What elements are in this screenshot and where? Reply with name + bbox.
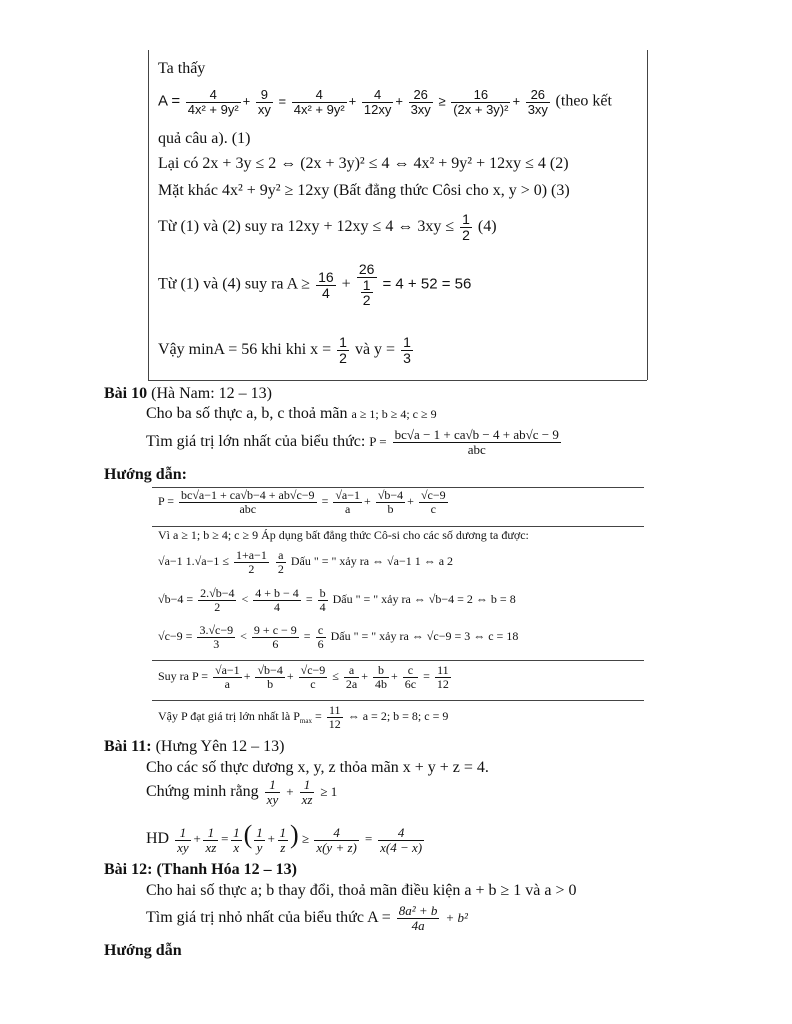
box2-row-vi: Vì a ≥ 1; b ≥ 4; c ≥ 9 Áp dụng bất đẳng thức Cô-si cho các số dương ta được: (158, 528, 529, 542)
bai11-hint: HD $\frac{1}{xy}$ + $\frac{1}{xz}$ = $\frac{1}{x}$ ( $\frac{1}{y}$ + $\frac{1}{z}$ ) ≥ $\frac{4}{x(y + z)}$ = $\frac{4}{x(4 - x)}$ (146, 820, 423, 855)
box1-line-A-expression: A = $\frac{4}{\text{4x² + 9y²}}$ + $\frac{9}{xy}$ = $\frac{4}{\text{4x² + 9y²}}$ + $\frac{4}{12xy}$ + $\frac{26}{3xy}$ ≥ $\frac{16}{\text{(2x + 3y)²}}$ + $\frac{26}{3xy}$ (theo kết (158, 87, 612, 117)
box1-line-tu-1-va-2: Từ (1) và (2) suy ra 12xy + 12xy ≤ 4 ⇔ 3xy ≤ $\frac{1}{2}$ (4) (158, 211, 497, 243)
bai10-condition: Cho ba số thực a, b, c thoả mãn a ≥ 1; b ≥ 4; c ≥ 9 (146, 405, 437, 422)
bai12-huong-dan: Hướng dẫn (104, 942, 182, 959)
bai12-find: Tìm giá trị nhỏ nhất của biểu thức A = $\frac{\text{8a² + b}}{4a}$ + b² (146, 903, 468, 933)
solution-box-1-bottom-rule (148, 380, 647, 381)
bai11-prove: Chứng minh rằng $\frac{1}{xy}$ + $\frac{1}{xz}$ ≥ 1 (146, 777, 338, 807)
box2-row-suy-ra: Suy ra P = $\frac{√a-1}{a}$ + $\frac{√b-4}{b}$ + $\frac{√c-9}{c}$ ≤ $\frac{a}{2a}$ + $\frac{b}{4b}$ + $\frac{c}{6c}$ = $\frac{11}{12}$ (158, 663, 449, 691)
bai10-find: Tìm giá trị lớn nhất của biểu thức: P = $\frac{bc√a - 1 + ca√b - 4 + ab√c - 9}{\text{abc}}$ (146, 427, 559, 457)
bai11-given: Cho các số thực dương x, y, z thỏa mãn x + y + z = 4. (146, 759, 489, 776)
box2-rule-2 (152, 526, 644, 527)
box1-line-mat-khac: Mặt khác 4x² + 9y² ≥ 12xy (Bất đẳng thức Côsi cho x, y > 0) (3) (158, 182, 570, 199)
bai12-given: Cho hai số thực a; b thay đổi, thoả mãn điều kiện a + b ≥ 1 và a > 0 (146, 882, 577, 899)
box2-rule-4 (152, 700, 644, 701)
box1-line-ta-thay: Ta thấy (158, 60, 206, 77)
box2-rule-3 (152, 660, 644, 661)
box1-line-qua-cau-a: quả câu a). (1) (158, 130, 251, 147)
bai10-heading: Bài 10 (Hà Nam: 12 – 13) (104, 385, 272, 402)
bai12-heading: Bài 12: (Thanh Hóa 12 – 13) (104, 861, 297, 878)
box1-line-vay-min: Vậy minA = 56 khi khi x = $\frac{1}{2}$ và y = $\frac{1}{3}$ (158, 334, 411, 366)
box2-row-P: P = $\frac{bc√a-1 + ca√b-4 + ab√c-9}{\text{abc}}$ = $\frac{√a-1}{a}$ + $\frac{√b-4}{b}$ + $\frac{√c-9}{c}$ (158, 488, 446, 516)
box2-row-c: √c−9 = $\frac{3.√c-9}{3}$ < $\frac{9 + c - 9}{6}$ = $\frac{c}{6}$ Dấu " = " xảy ra ⇔ √c−9 = 3 ⇔ c = 18 (158, 623, 519, 651)
box2-row-b: √b−4 = $\frac{2.√b-4}{2}$ < $\frac{4 + b - 4}{4}$ = $\frac{b}{4}$ Dấu " = " xảy ra ⇔ √b−4 = 2 ⇔ b = 8 (158, 586, 516, 614)
box2-row-a: √a−1 1.√a−1 ≤ $\frac{1+a-1}{2}$ $\frac{a}{2}$ Dấu " = " xảy ra ⇔ √a−1 1 ⇔ a 2 (158, 548, 454, 576)
bai10-huong-dan: Hướng dẫn: (104, 466, 187, 483)
box2-row-vay: Vậy P đạt giá trị lớn nhất là $P_{max}$ = $\frac{11}{12}$ ⇔ a = 2; b = 8; c = 9 (158, 703, 449, 731)
box1-line-tu-1-va-4: Từ (1) và (4) suy ra A ≥ $\frac{16}{4}$ + $\frac{26}{\frac{1}{2}}$ = 4 + 52 = 56 (158, 261, 472, 309)
box1-line-lai-co: Lại có 2x + 3y ≤ 2 ⇔ (2x + 3y)² ≤ 4 ⇔ 4x² + 9y² + 12xy ≤ 4 (2) (158, 155, 569, 172)
bai11-heading: Bài 11: (Hưng Yên 12 – 13) (104, 738, 285, 755)
